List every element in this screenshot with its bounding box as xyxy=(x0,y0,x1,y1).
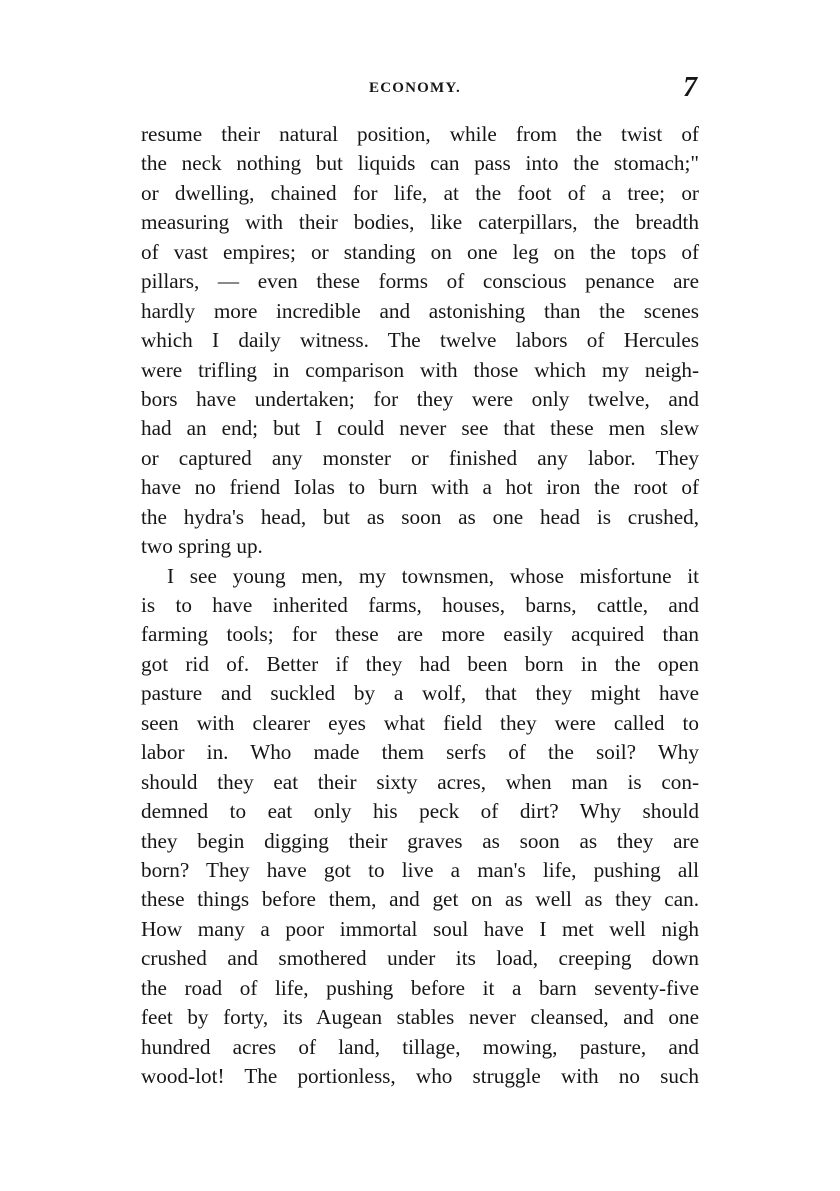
text-line: or dwelling, chained for life, at the foot of a tree; or xyxy=(141,180,699,205)
text-line: these things before them, and get on as well as they can. xyxy=(141,887,699,912)
paragraph-start-line: I see young men, my townsmen, whose misfortune it xyxy=(167,563,699,588)
text-line: bors have undertaken; for they were only twelve, and xyxy=(141,386,699,411)
text-line: farming tools; for these are more easily acquired than xyxy=(141,622,699,647)
text-line: got rid of. Better if they had been born in the open xyxy=(141,651,699,676)
text-line: hardly more incredible and astonishing than the scenes xyxy=(141,298,699,323)
page-header xyxy=(141,72,697,106)
text-line: which I daily witness. The twelve labors of Hercules xyxy=(141,328,699,353)
text-line: hundred acres of land, tillage, mowing, pasture, and xyxy=(141,1034,699,1059)
text-line: of vast empires; or standing on one leg on the tops of xyxy=(141,239,699,264)
text-line: or captured any monster or finished any labor. They xyxy=(141,445,699,470)
text-line: they begin digging their graves as soon as they are xyxy=(141,828,699,853)
text-line: had an end; but I could never see that these men slew xyxy=(141,416,699,441)
body-text xyxy=(141,120,699,1091)
text-line: the hydra's head, but as soon as one head is crushed, xyxy=(141,504,699,529)
text-line: feet by forty, its Augean stables never cleansed, and one xyxy=(141,1005,699,1030)
text-line: the neck nothing but liquids can pass into the stomach;" xyxy=(141,151,699,176)
text-line: seen with clearer eyes what field they were called to xyxy=(141,710,699,735)
text-line: the road of life, pushing before it a barn seventy-five xyxy=(141,975,699,1000)
text-line: born? They have got to live a man's life, pushing all xyxy=(141,857,699,882)
text-line: is to have inherited farms, houses, barns, cattle, and xyxy=(141,593,699,617)
text-line: were trifling in comparison with those which my neigh- xyxy=(141,357,699,382)
text-line: demned to eat only his peck of dirt? Why should xyxy=(141,799,699,824)
text-line: crushed and smothered under its load, creeping down xyxy=(141,946,699,971)
text-line: resume their natural position, while from the twist of xyxy=(141,122,699,146)
text-line: wood-lot! The portionless, who struggle with no such xyxy=(141,1064,699,1088)
text-line: should they eat their sixty acres, when man is con- xyxy=(141,769,699,794)
text-line: pasture and suckled by a wolf, that they might have xyxy=(141,681,699,706)
text-line: measuring with their bodies, like caterpillars, the breadth xyxy=(141,210,699,235)
text-line: How many a poor immortal soul have I met well nigh xyxy=(141,916,699,941)
text-line: have no friend Iolas to burn with a hot iron the root of xyxy=(141,475,699,500)
running-title: ECONOMY. xyxy=(369,80,461,96)
text-line: pillars, — even these forms of conscious penance are xyxy=(141,269,699,294)
page-number: 7 xyxy=(683,72,697,103)
text-line: labor in. Who made them serfs of the soil? Why xyxy=(141,740,699,765)
paragraph-end-line: two spring up. xyxy=(141,534,263,559)
